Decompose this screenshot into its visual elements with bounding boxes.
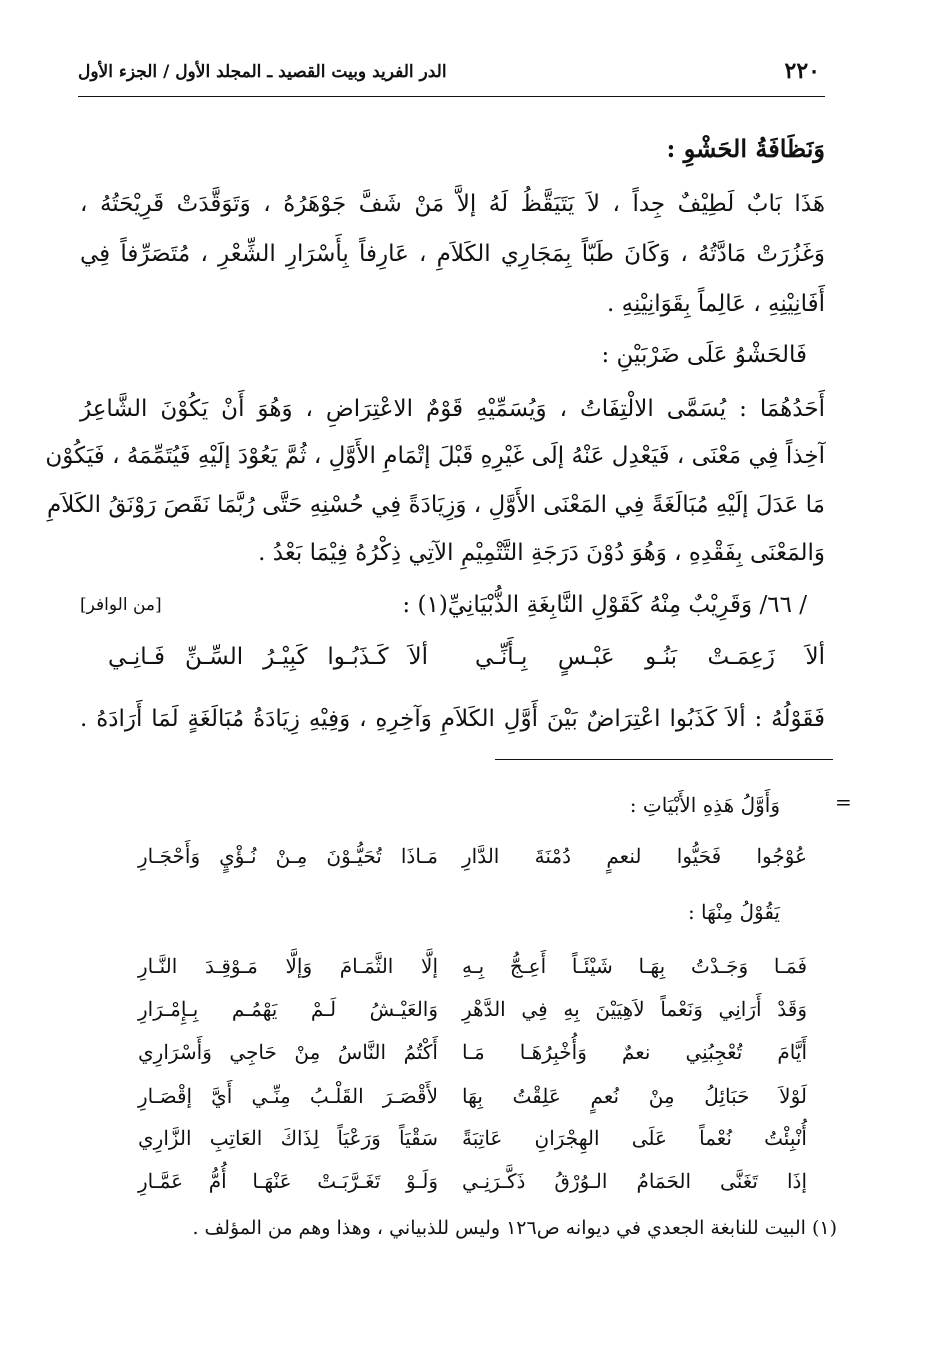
page-number: ٢٢٠	[784, 58, 820, 84]
verse-first-hemistich: عُوْجُوا فَحَيُّوا لنعمٍ دُمْنَةَ الدَّارِ	[462, 844, 807, 868]
verse-second-hemistich: ألاَ كَـذَبُـوا كَبِيْـرُ السِّـنِّ فَـانِـي	[108, 644, 428, 670]
verse-first-hemistich: ألاَ زَعِمَـتْ بَنُـو عَبْـسٍ بِـأَنِّـي	[475, 644, 825, 670]
footnote-verses-intro: وَأَوَّلُ هَذِهِ الأَبْيَاتِ :	[629, 793, 780, 817]
verse-second-hemistich: سَقْيَاً وَرَعْيَاً لِذَاكَ العَاتِبِ الزَّارِي	[138, 1126, 438, 1150]
verse-second-hemistich: إلَّا الثَّمَـامَ وَإلَّا مَـوْقِـدَ النَّـارِ	[138, 954, 438, 978]
footnote-rule	[495, 759, 833, 760]
verse-first-hemistich: أَيَّامَ تُعْجِبُنِي نعمٌ وَأُخْبِرُهَـا مَـا	[462, 1040, 807, 1064]
body-line: آخِذاً فِي مَعْنَى ، فَيَعْدِل عَنْهُ إلَى غَيْرِهِ قَبْلَ إتْمَامِ الأَوَّلِ ، ثُمَّ يَعُوْدَ إلَيْهِ فَيُتَمِّمَهُ ، فَيَكُوْن	[45, 443, 825, 469]
verse-second-hemistich: وَالعَيْـشُ لَـمْ يَهْمُـم بِـإِمْـرَارِ	[138, 997, 438, 1021]
example-intro: / ٦٦/ وَقَرِيْبٌ مِنْهُ كَقَوْلِ النَّابِغَةِ الذُّبْيَانِيِّ(١) :	[402, 592, 807, 618]
body-line: فَالحَشْوُ عَلَى ضَرْبَيْنِ :	[601, 342, 807, 368]
continuation-marker: =	[835, 790, 852, 814]
meter-label: [من الوافر]	[80, 595, 162, 615]
verse-second-hemistich: لأَقْصَـرَ القَلْـبُ مِنِّـي أَيَّ إقْصَـارِ	[138, 1084, 438, 1108]
body-line: مَا عَدَلَ إلَيْهِ مُبَالَغَةً فِي المَعْنَى الأَوَّلِ ، وَزِيَادَةً فِي حُسْنِهِ حَتَّى رُبَّمَا نَقَصَ رَوْنَقُ الكَلاَمِ	[47, 492, 825, 518]
header-rule	[78, 96, 825, 97]
running-title: الدر الفريد وبيت القصيد ـ المجلد الأول / الجزء الأول	[78, 62, 447, 82]
verse-second-hemistich: أَكْتُمُ النَّاسُ مِنْ حَاجِي وَأَسْرَارِي	[138, 1040, 438, 1064]
body-line: وَالمَعْنَى بِفَقْدِهِ ، وَهُوَ دُوْنَ دَرَجَةِ التَّتْمِيْمِ الآتِي ذِكْرُهُ فِيْمَا بَعْدُ .	[258, 540, 825, 566]
body-line: أَفَانِيْنِهِ ، عَالِماً بِقَوَانِيْنِهِ .	[607, 291, 825, 317]
body-line: وَغَزُرَتْ مَادَّتُهُ ، وَكَانَ طَبّاً بِمَجَارِي الكَلاَمِ ، عَارِفاً بِأَسْرَارِ الشِّعْرِ ، مُتَصَرِّفاً فِي	[80, 241, 826, 267]
footnote-mid-intro: يَقُوْلُ مِنْهَا :	[687, 900, 780, 924]
section-title: وَنَظَافَةُ الحَشْوِ :	[666, 134, 825, 163]
verse-second-hemistich: وَلَـوْ تَغَـرَّبَـتْ عَنْهَـا أُمُّ عَمَّـارِ	[138, 1169, 438, 1193]
verse-first-hemistich: أُنْبِئْتُ نُعْماً عَلَى الهِجْرَانِ عَاتِبَةً	[462, 1126, 807, 1150]
body-line: أَحَدُهُمَا : يُسَمَّى الالْتِفَاتُ ، وَيُسَمِّيْهِ قَوْمٌ الاعْتِرَاضِ ، وَهُوَ أَنْ يَكُوْنَ الشَّاعِرُ	[80, 396, 825, 422]
verse-second-hemistich: مَـاذَا تُحَيُّـوْنَ مِـنْ نُـؤْيٍ وَأَحْجَـارِ	[138, 844, 438, 868]
footnote-1: (١) البيت للنابغة الجعدي في ديوانه ص١٢٦ وليس للذبياني ، وهذا وهم من المؤلف .	[192, 1217, 837, 1239]
verse-first-hemistich: لَوْلاَ حَبَائِلُ مِنْ نُعمٍ عَلِقْتُ بِهَا	[462, 1084, 807, 1108]
verse-first-hemistich: فَمَـا وَجَـدْتُ بِهَـا شَيْئَـاً أَعِـجُّ بِـهِ	[462, 954, 807, 978]
body-line: هَذَا بَابٌ لَطِيْفٌ جِداً ، لاَ يَتَيَقَّظُ لَهُ إلاَّ مَنْ شَفَّ جَوْهَرُهُ ، وَتَوَقَّدَتْ قَرِيْحَتُهُ ،	[80, 191, 825, 217]
verse-first-hemistich: إذَا تَغَنَّى الحَمَامُ الـوُرْقُ ذَكَّـرَنِـي	[462, 1169, 807, 1193]
commentary-line: فَقَوْلُهُ : ألاَ كَذَبُوا اعْتِرَاضٌ بَيْنَ أَوَّلِ الكَلاَمِ وَآخِرِهِ ، وَفِيْهِ زِيَادَةُ مُبَالَغَةٍ لَمَا أَرَادَهُ .	[80, 706, 825, 732]
verse-first-hemistich: وَقَدْ أَرَانِي وَنَعْماً لاَهِيَيْنَ بِهِ فِي الدَّهْرِ	[462, 997, 807, 1021]
